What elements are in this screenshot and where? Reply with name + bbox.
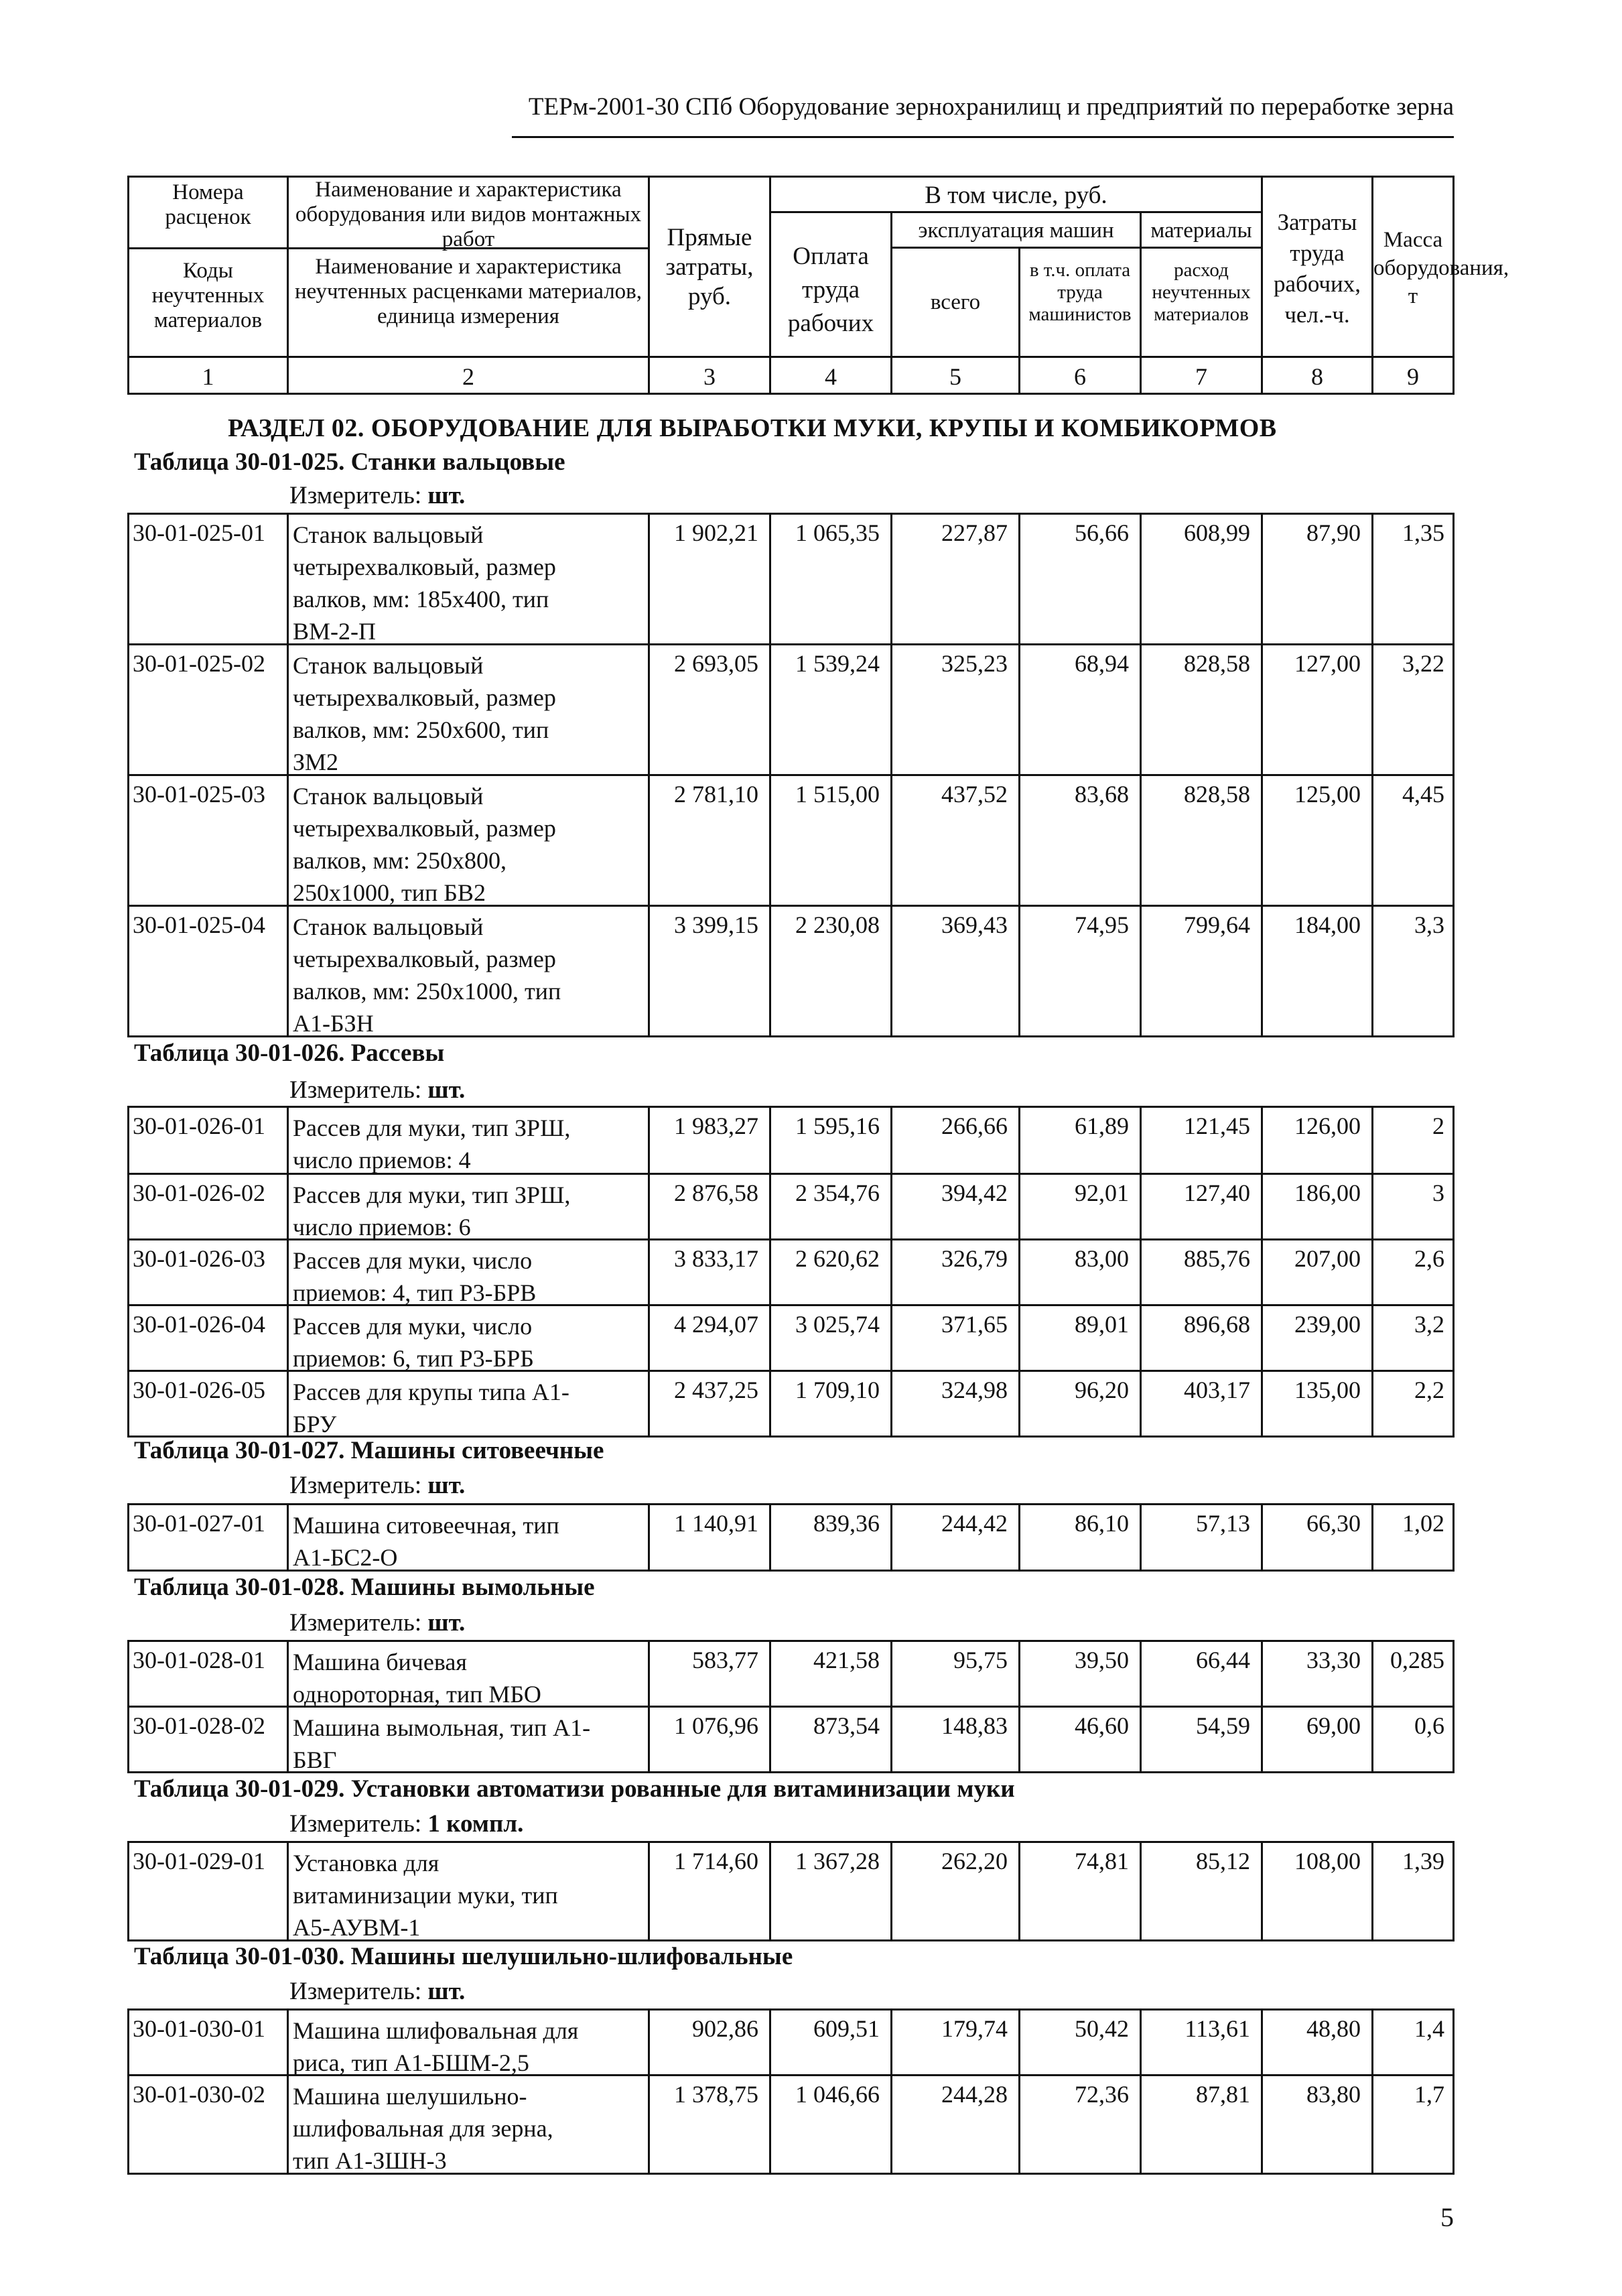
equipment-name-line: тип А1-ЗШН-3: [293, 2147, 447, 2174]
head-group: В том числе, руб.: [769, 176, 1263, 213]
section-title: РАЗДЕЛ 02. ОБОРУДОВАНИЕ ДЛЯ ВЫРАБОТКИ МУКИ, КРУПЫ И КОМБИКОРМОВ: [228, 414, 1277, 442]
equipment-name: [287, 905, 650, 1037]
equipment-name-line: Рассев для муки, тип ЗРШ,: [293, 1114, 571, 1141]
head-subgroup-machines: эксплуатация машин: [890, 211, 1142, 249]
labor-pay-cell: 839,36: [769, 1503, 892, 1572]
machinist-pay-cell: 50,42: [1018, 2008, 1142, 2076]
labor-pay-cell: 609,51: [769, 2008, 892, 2076]
equipment-mass-cell: 3,2: [1371, 1304, 1455, 1372]
equipment-name-line: число приемов: 4: [293, 1147, 471, 1173]
equipment-name-line: четырехвалковый, размер: [293, 946, 556, 972]
equipment-name-line: валков, мм: 250x1000, тип: [293, 978, 561, 1005]
machines-total-cell: 266,66: [890, 1106, 1020, 1175]
running-header: ТЕРм-2001-30 СПб Оборудование зернохранилищ и предприятий по переработке зерна: [528, 93, 1454, 121]
labor-pay-cell: 1 595,16: [769, 1106, 892, 1175]
direct-costs-cell: 1 076,96: [648, 1706, 771, 1773]
machinist-pay-cell: 86,10: [1018, 1503, 1142, 1572]
equipment-name-line: Машина вымольная, тип А1-: [293, 1714, 591, 1741]
equipment-name: [287, 1238, 650, 1306]
labor-pay-cell: 873,54: [769, 1706, 892, 1773]
rate-code: 30-01-030-02: [127, 2074, 289, 2175]
equipment-mass-cell: 1,4: [1371, 2008, 1455, 2076]
labor-hours-cell: 69,00: [1261, 1706, 1373, 1773]
machines-total-cell: 326,79: [890, 1238, 1020, 1306]
head-num-9: 9: [1371, 356, 1455, 395]
equipment-name: [287, 774, 650, 907]
rate-code: 30-01-025-01: [127, 513, 289, 645]
equipment-mass-cell: 1,39: [1371, 1841, 1455, 1941]
table-title: Таблица 30-01-027. Машины ситовеечные: [134, 1437, 604, 1464]
machines-total-cell: 95,75: [890, 1640, 1020, 1708]
labor-hours-cell: 184,00: [1261, 905, 1373, 1037]
equipment-mass-cell: 1,7: [1371, 2074, 1455, 2175]
measure-unit: шт.: [427, 1609, 466, 1637]
measure-unit: шт.: [427, 1978, 466, 2005]
equipment-mass-cell: 3,3: [1371, 905, 1455, 1037]
equipment-name: [287, 1173, 650, 1240]
rate-code: 30-01-030-01: [127, 2008, 289, 2076]
equipment-name-line: число приемов: 6: [293, 1214, 471, 1240]
equipment-name-line: Машина шелушильно-: [293, 2083, 527, 2110]
labor-hours-cell: 66,30: [1261, 1503, 1373, 1572]
measure-label: Измеритель:: [289, 1609, 422, 1637]
measure-label: Измеритель:: [289, 1472, 422, 1499]
labor-pay-cell: 1 046,66: [769, 2074, 892, 2175]
equipment-name-line: БВГ: [293, 1746, 337, 1773]
equipment-mass-cell: 1,35: [1371, 513, 1455, 645]
materials-cell: 87,81: [1140, 2074, 1263, 2175]
materials-cell: 121,45: [1140, 1106, 1263, 1175]
equipment-name-line: витаминизации муки, тип: [293, 1882, 558, 1909]
labor-hours-cell: 125,00: [1261, 774, 1373, 907]
materials-cell: 127,40: [1140, 1173, 1263, 1240]
materials-cell: 113,61: [1140, 2008, 1263, 2076]
labor-pay-cell: 1 367,28: [769, 1841, 892, 1941]
equipment-name: [287, 1370, 650, 1438]
measure-line: [289, 1809, 523, 1838]
direct-costs-cell: 902,86: [648, 2008, 771, 2076]
header-rule: [512, 136, 1454, 138]
labor-hours-cell: 186,00: [1261, 1173, 1373, 1240]
rate-code: 30-01-029-01: [127, 1841, 289, 1941]
measure-line: [289, 481, 465, 510]
measure-line: [289, 1977, 465, 2006]
equipment-name-line: А1-БС2-О: [293, 1544, 398, 1571]
labor-pay-cell: 1 065,35: [769, 513, 892, 645]
machines-total-cell: 262,20: [890, 1841, 1020, 1941]
head-num-6: 6: [1018, 356, 1142, 395]
equipment-name-line: приемов: 6, тип Р3-БРБ: [293, 1345, 534, 1372]
materials-cell: 85,12: [1140, 1841, 1263, 1941]
equipment-mass-cell: 2: [1371, 1106, 1455, 1175]
equipment-mass-cell: 1,02: [1371, 1503, 1455, 1572]
materials-cell: 896,68: [1140, 1304, 1263, 1372]
equipment-name: [287, 2074, 650, 2175]
labor-pay-cell: 2 230,08: [769, 905, 892, 1037]
equipment-mass-cell: 3: [1371, 1173, 1455, 1240]
materials-cell: 403,17: [1140, 1370, 1263, 1438]
machines-total-cell: 437,52: [890, 774, 1020, 907]
direct-costs-cell: 1 140,91: [648, 1503, 771, 1572]
equipment-name: [287, 1841, 650, 1941]
head-col6: в т.ч. оплата труда машинистов: [1018, 247, 1142, 358]
direct-costs-cell: 2 693,05: [648, 643, 771, 776]
equipment-name-line: Рассев для крупы типа А1-: [293, 1379, 569, 1405]
machines-total-cell: 179,74: [890, 2008, 1020, 2076]
rate-code: 30-01-026-04: [127, 1304, 289, 1372]
rate-code: 30-01-027-01: [127, 1503, 289, 1572]
equipment-name-line: Установка для: [293, 1850, 440, 1876]
equipment-name-line: валков, мм: 250x800,: [293, 847, 507, 874]
equipment-name-line: Станок вальцовый: [293, 521, 484, 548]
head-col9: Масса оборудования, т: [1371, 176, 1455, 358]
equipment-name-line: Рассев для муки, число: [293, 1247, 533, 1274]
equipment-name: [287, 513, 650, 645]
labor-hours-cell: 48,80: [1261, 2008, 1373, 2076]
equipment-name-line: Станок вальцовый: [293, 652, 484, 679]
machinist-pay-cell: 46,60: [1018, 1706, 1142, 1773]
equipment-name: [287, 1706, 650, 1773]
equipment-name: [287, 1503, 650, 1572]
equipment-name-line: четырехвалковый, размер: [293, 815, 556, 842]
measure-label: Измеритель:: [289, 1076, 422, 1104]
materials-cell: 57,13: [1140, 1503, 1263, 1572]
labor-hours-cell: 126,00: [1261, 1106, 1373, 1175]
equipment-name-line: ЗМ2: [293, 749, 339, 775]
equipment-name-line: Машина ситовеечная, тип: [293, 1512, 559, 1539]
machinist-pay-cell: 96,20: [1018, 1370, 1142, 1438]
direct-costs-cell: 1 378,75: [648, 2074, 771, 2175]
machines-total-cell: 148,83: [890, 1706, 1020, 1773]
labor-hours-cell: 108,00: [1261, 1841, 1373, 1941]
equipment-name: [287, 643, 650, 776]
labor-hours-cell: 135,00: [1261, 1370, 1373, 1438]
materials-cell: 885,76: [1140, 1238, 1263, 1306]
equipment-name-line: Станок вальцовый: [293, 913, 484, 940]
direct-costs-cell: 1 714,60: [648, 1841, 771, 1941]
labor-hours-cell: 127,00: [1261, 643, 1373, 776]
equipment-name-line: однороторная, тип МБО: [293, 1681, 541, 1708]
machinist-pay-cell: 56,66: [1018, 513, 1142, 645]
equipment-name-line: А1-БЗН: [293, 1010, 374, 1037]
machinist-pay-cell: 89,01: [1018, 1304, 1142, 1372]
direct-costs-cell: 3 399,15: [648, 905, 771, 1037]
equipment-name-line: Рассев для муки, тип ЗРШ,: [293, 1182, 571, 1208]
labor-hours-cell: 87,90: [1261, 513, 1373, 645]
equipment-name-line: Рассев для муки, число: [293, 1313, 533, 1340]
head-col2-top: Наименование и характеристика оборудования или видов монтажных работ: [287, 176, 650, 249]
measure-unit: шт.: [427, 482, 466, 509]
labor-pay-cell: 2 620,62: [769, 1238, 892, 1306]
machines-total-cell: 371,65: [890, 1304, 1020, 1372]
rate-code: 30-01-028-02: [127, 1706, 289, 1773]
machines-total-cell: 244,28: [890, 2074, 1020, 2175]
equipment-mass-cell: 3,22: [1371, 643, 1455, 776]
equipment-name: [287, 2008, 650, 2076]
measure-unit: шт.: [427, 1076, 466, 1104]
head-num-2: 2: [287, 356, 650, 395]
machinist-pay-cell: 61,89: [1018, 1106, 1142, 1175]
measure-unit: шт.: [427, 1472, 466, 1499]
equipment-name: [287, 1304, 650, 1372]
equipment-name-line: БРУ: [293, 1411, 337, 1438]
equipment-name-line: четырехвалковый, размер: [293, 554, 556, 580]
table-title: Таблица 30-01-029. Установки автоматизи рованные для витаминизации муки: [134, 1775, 1015, 1803]
rate-code: 30-01-026-03: [127, 1238, 289, 1306]
machinist-pay-cell: 92,01: [1018, 1173, 1142, 1240]
machinist-pay-cell: 72,36: [1018, 2074, 1142, 2175]
equipment-name-line: Станок вальцовый: [293, 783, 484, 810]
materials-cell: 54,59: [1140, 1706, 1263, 1773]
rate-code: 30-01-026-01: [127, 1106, 289, 1175]
equipment-name-line: приемов: 4, тип Р3-БРВ: [293, 1279, 537, 1306]
materials-cell: 828,58: [1140, 774, 1263, 907]
equipment-name-line: риса, тип А1-БШМ-2,5: [293, 2049, 529, 2076]
equipment-name-line: Машина шлифовальная для: [293, 2017, 579, 2044]
equipment-mass-cell: 2,6: [1371, 1238, 1455, 1306]
labor-hours-cell: 33,30: [1261, 1640, 1373, 1708]
labor-hours-cell: 83,80: [1261, 2074, 1373, 2175]
equipment-name-line: валков, мм: 250x600, тип: [293, 716, 549, 743]
equipment-name: [287, 1106, 650, 1175]
direct-costs-cell: 2 876,58: [648, 1173, 771, 1240]
rate-code: 30-01-026-05: [127, 1370, 289, 1438]
equipment-name-line: четырехвалковый, размер: [293, 684, 556, 711]
machines-total-cell: 325,23: [890, 643, 1020, 776]
machinist-pay-cell: 83,00: [1018, 1238, 1142, 1306]
head-num-8: 8: [1261, 356, 1373, 395]
rate-code: 30-01-026-02: [127, 1173, 289, 1240]
head-col7: расход неучтенных материалов: [1140, 247, 1263, 358]
labor-pay-cell: 2 354,76: [769, 1173, 892, 1240]
machinist-pay-cell: 83,68: [1018, 774, 1142, 907]
equipment-name-line: А5-АУВМ-1: [293, 1914, 421, 1941]
materials-cell: 799,64: [1140, 905, 1263, 1037]
head-col1-top: Номера расценок: [127, 176, 289, 249]
direct-costs-cell: 1 983,27: [648, 1106, 771, 1175]
equipment-mass-cell: 2,2: [1371, 1370, 1455, 1438]
machines-total-cell: 227,87: [890, 513, 1020, 645]
head-num-3: 3: [648, 356, 771, 395]
materials-cell: 66,44: [1140, 1640, 1263, 1708]
head-col5: всего: [890, 247, 1020, 358]
labor-pay-cell: 1 539,24: [769, 643, 892, 776]
measure-line: [289, 1608, 465, 1637]
labor-hours-cell: 239,00: [1261, 1304, 1373, 1372]
head-col2-bottom: Наименование и характеристика неучтенных расценками материалов, единица измерения: [287, 247, 650, 358]
head-col1-bottom: Коды неучтенных материалов: [127, 247, 289, 358]
machines-total-cell: 369,43: [890, 905, 1020, 1037]
equipment-mass-cell: 4,45: [1371, 774, 1455, 907]
rate-code: 30-01-028-01: [127, 1640, 289, 1708]
measure-label: Измеритель:: [289, 482, 422, 509]
equipment-name-line: шлифовальная для зерна,: [293, 2115, 553, 2142]
labor-pay-cell: 1 515,00: [769, 774, 892, 907]
direct-costs-cell: 4 294,07: [648, 1304, 771, 1372]
machines-total-cell: 324,98: [890, 1370, 1020, 1438]
table-title: Таблица 30-01-028. Машины вымольные: [134, 1574, 595, 1601]
machinist-pay-cell: 74,95: [1018, 905, 1142, 1037]
machinist-pay-cell: 68,94: [1018, 643, 1142, 776]
table-title: Таблица 30-01-030. Машины шелушильно-шлифовальные: [134, 1943, 793, 1970]
measure-line: [289, 1076, 465, 1104]
head-col8: Затраты труда рабочих, чел.-ч.: [1261, 176, 1373, 358]
table-title: Таблица 30-01-026. Рассевы: [134, 1039, 445, 1067]
head-col4: Оплата труда рабочих: [769, 211, 892, 358]
rate-code: 30-01-025-04: [127, 905, 289, 1037]
head-num-1: 1: [127, 356, 289, 395]
materials-cell: 608,99: [1140, 513, 1263, 645]
labor-pay-cell: 3 025,74: [769, 1304, 892, 1372]
labor-hours-cell: 207,00: [1261, 1238, 1373, 1306]
machinist-pay-cell: 74,81: [1018, 1841, 1142, 1941]
page-number: 5: [1440, 2202, 1454, 2232]
rate-code: 30-01-025-03: [127, 774, 289, 907]
head-num-4: 4: [769, 356, 892, 395]
rate-code: 30-01-025-02: [127, 643, 289, 776]
direct-costs-cell: 1 902,21: [648, 513, 771, 645]
head-num-7: 7: [1140, 356, 1263, 395]
equipment-name-line: 250x1000, тип БВ2: [293, 879, 486, 906]
head-num-5: 5: [890, 356, 1020, 395]
table-title: Таблица 30-01-025. Станки вальцовые: [134, 448, 565, 476]
measure-label: Измеритель:: [289, 1978, 422, 2005]
equipment-mass-cell: 0,6: [1371, 1706, 1455, 1773]
equipment-name-line: ВМ-2-П: [293, 618, 376, 645]
equipment-name-line: валков, мм: 185x400, тип: [293, 586, 549, 613]
labor-pay-cell: 1 709,10: [769, 1370, 892, 1438]
measure-unit: 1 компл.: [427, 1810, 524, 1838]
measure-line: [289, 1471, 465, 1500]
equipment-name-line: Машина бичевая: [293, 1649, 467, 1675]
direct-costs-cell: 2 781,10: [648, 774, 771, 907]
direct-costs-cell: 583,77: [648, 1640, 771, 1708]
head-col3: Прямые затраты, руб.: [648, 176, 771, 358]
direct-costs-cell: 2 437,25: [648, 1370, 771, 1438]
materials-cell: 828,58: [1140, 643, 1263, 776]
direct-costs-cell: 3 833,17: [648, 1238, 771, 1306]
equipment-mass-cell: 0,285: [1371, 1640, 1455, 1708]
machines-total-cell: 394,42: [890, 1173, 1020, 1240]
head-subgroup-materials: материалы: [1140, 211, 1263, 249]
measure-label: Измеритель:: [289, 1810, 422, 1838]
equipment-name: [287, 1640, 650, 1708]
labor-pay-cell: 421,58: [769, 1640, 892, 1708]
machines-total-cell: 244,42: [890, 1503, 1020, 1572]
machinist-pay-cell: 39,50: [1018, 1640, 1142, 1708]
